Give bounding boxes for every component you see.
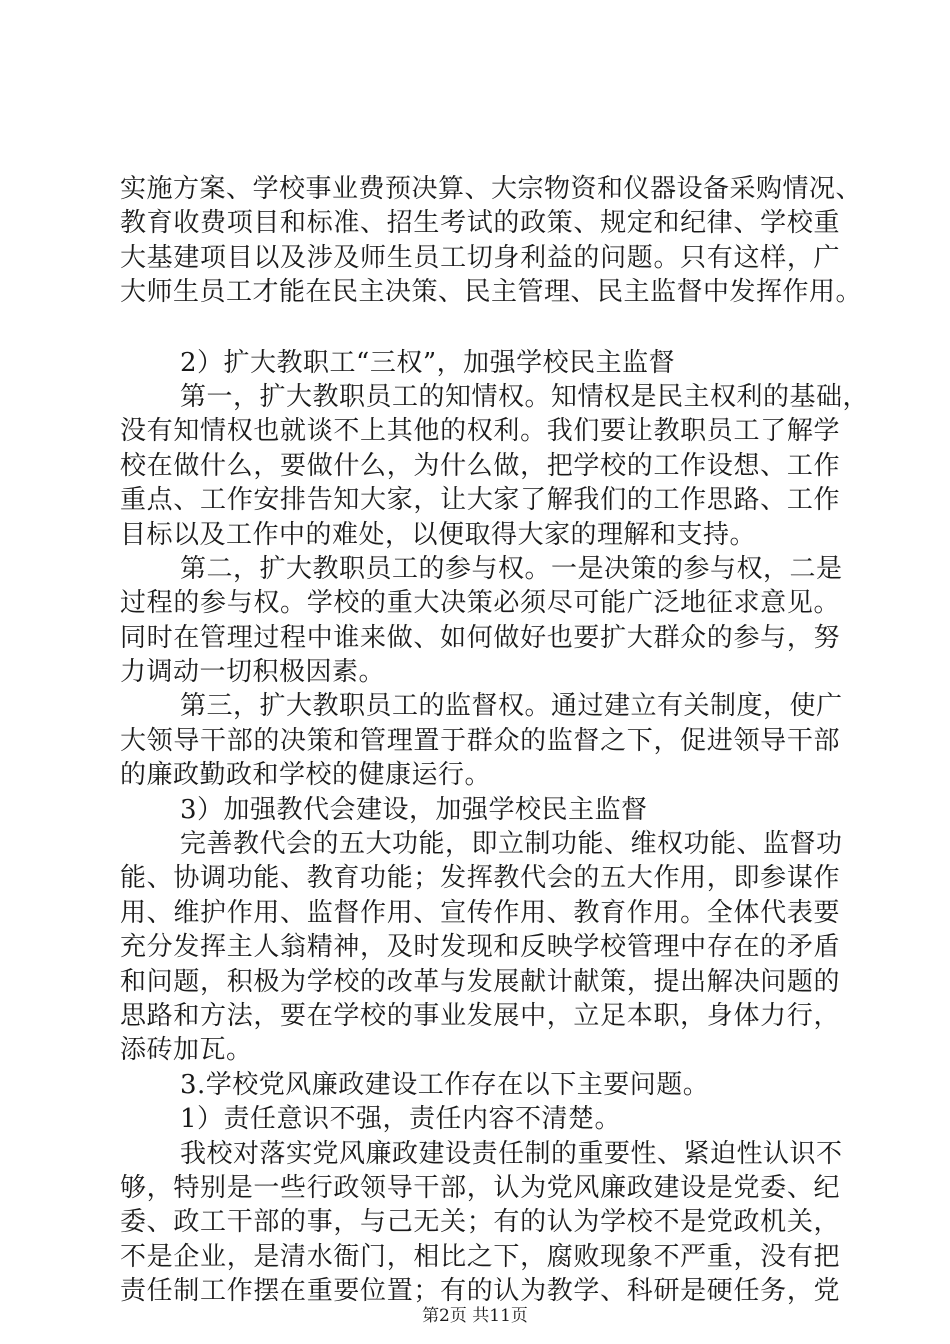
text-line: 思路和方法，要在学校的事业发展中，立足本职，身体力行， — [120, 1000, 840, 1031]
text-line: 第三，扩大教职员工的监督权。通过建立有关制度，使广 — [180, 691, 843, 722]
text-line: 重点、工作安排告知大家，让大家了解我们的工作思路、工作 — [120, 485, 840, 516]
text-line: 责任制工作摆在重要位置；有的认为教学、科研是硬任务，党 — [120, 1276, 840, 1307]
page-number-footer: 第2页 共11页 — [422, 1306, 528, 1326]
paragraph-gap — [120, 310, 840, 346]
section-heading: 3.学校党风廉政建设工作存在以下主要问题。 — [180, 1069, 710, 1100]
text-line: 和问题，积极为学校的改革与发展献计献策，提出解决问题的 — [120, 966, 840, 997]
section-heading: 3）加强教代会建设，加强学校民主监督 — [180, 794, 648, 825]
text-line: 实施方案、学校事业费预决算、大宗物资和仪器设备采购情况、 — [120, 174, 863, 204]
text-line: 够，特别是一些行政领导干部，认为党风廉政建设是党委、纪 — [120, 1172, 840, 1203]
section-heading: 2）扩大教职工“三权”，加强学校民主监督 — [180, 347, 676, 378]
text-line: 大师生员工才能在民主决策、民主管理、民主监督中发挥作用。 — [120, 277, 863, 308]
text-line: 第二，扩大教职员工的参与权。一是决策的参与权，二是 — [180, 553, 843, 584]
text-line: 教育收费项目和标准、招生考试的政策、规定和纪律、学校重 — [120, 208, 840, 239]
text-line: 完善教代会的五大功能，即立制功能、维权功能、监督功 — [180, 829, 843, 860]
document-body — [120, 172, 870, 1309]
text-line: 的廉政勤政和学校的健康运行。 — [120, 760, 492, 791]
text-line: 大领导干部的决策和管理置于群众的监督之下，促进领导干部 — [120, 725, 840, 756]
text-line: 力调动一切积极因素。 — [120, 657, 386, 688]
text-line: 目标以及工作中的难处，以便取得大家的理解和支持。 — [120, 519, 757, 550]
text-line: 充分发挥主人翁精神，及时发现和反映学校管理中存在的矛盾 — [120, 932, 840, 963]
text-line: 添砖加瓦。 — [120, 1035, 253, 1066]
text-line: 没有知情权也就谈不上其他的权利。我们要让教职员工了解学 — [120, 416, 840, 447]
text-line: 用、维护作用、监督作用、宣传作用、教育作用。全体代表要 — [120, 897, 840, 928]
text-line: 大基建项目以及涉及师生员工切身利益的问题。只有这样，广 — [120, 242, 840, 273]
text-line: 过程的参与权。学校的重大决策必须尽可能广泛地征求意见。 — [120, 588, 840, 619]
text-line: 校在做什么，要做什么，为什么做，把学校的工作设想、工作 — [120, 450, 840, 481]
text-line: 能、协调功能、教育功能；发挥教代会的五大作用，即参谋作 — [120, 863, 840, 894]
text-line: 委、政工干部的事，与己无关；有的认为学校不是党政机关， — [120, 1207, 840, 1238]
text-line: 第一，扩大教职员工的知情权。知情权是民主权利的基础， — [180, 381, 870, 412]
section-heading: 1）责任意识不强，责任内容不清楚。 — [180, 1104, 622, 1135]
text-line: 不是企业，是清水衙门，相比之下，腐败现象不严重，没有把 — [120, 1241, 840, 1272]
text-line: 同时在管理过程中谁来做、如何做好也要扩大群众的参与，努 — [120, 622, 840, 653]
text-line: 我校对落实党风廉政建设责任制的重要性、紧迫性认识不 — [180, 1138, 843, 1169]
